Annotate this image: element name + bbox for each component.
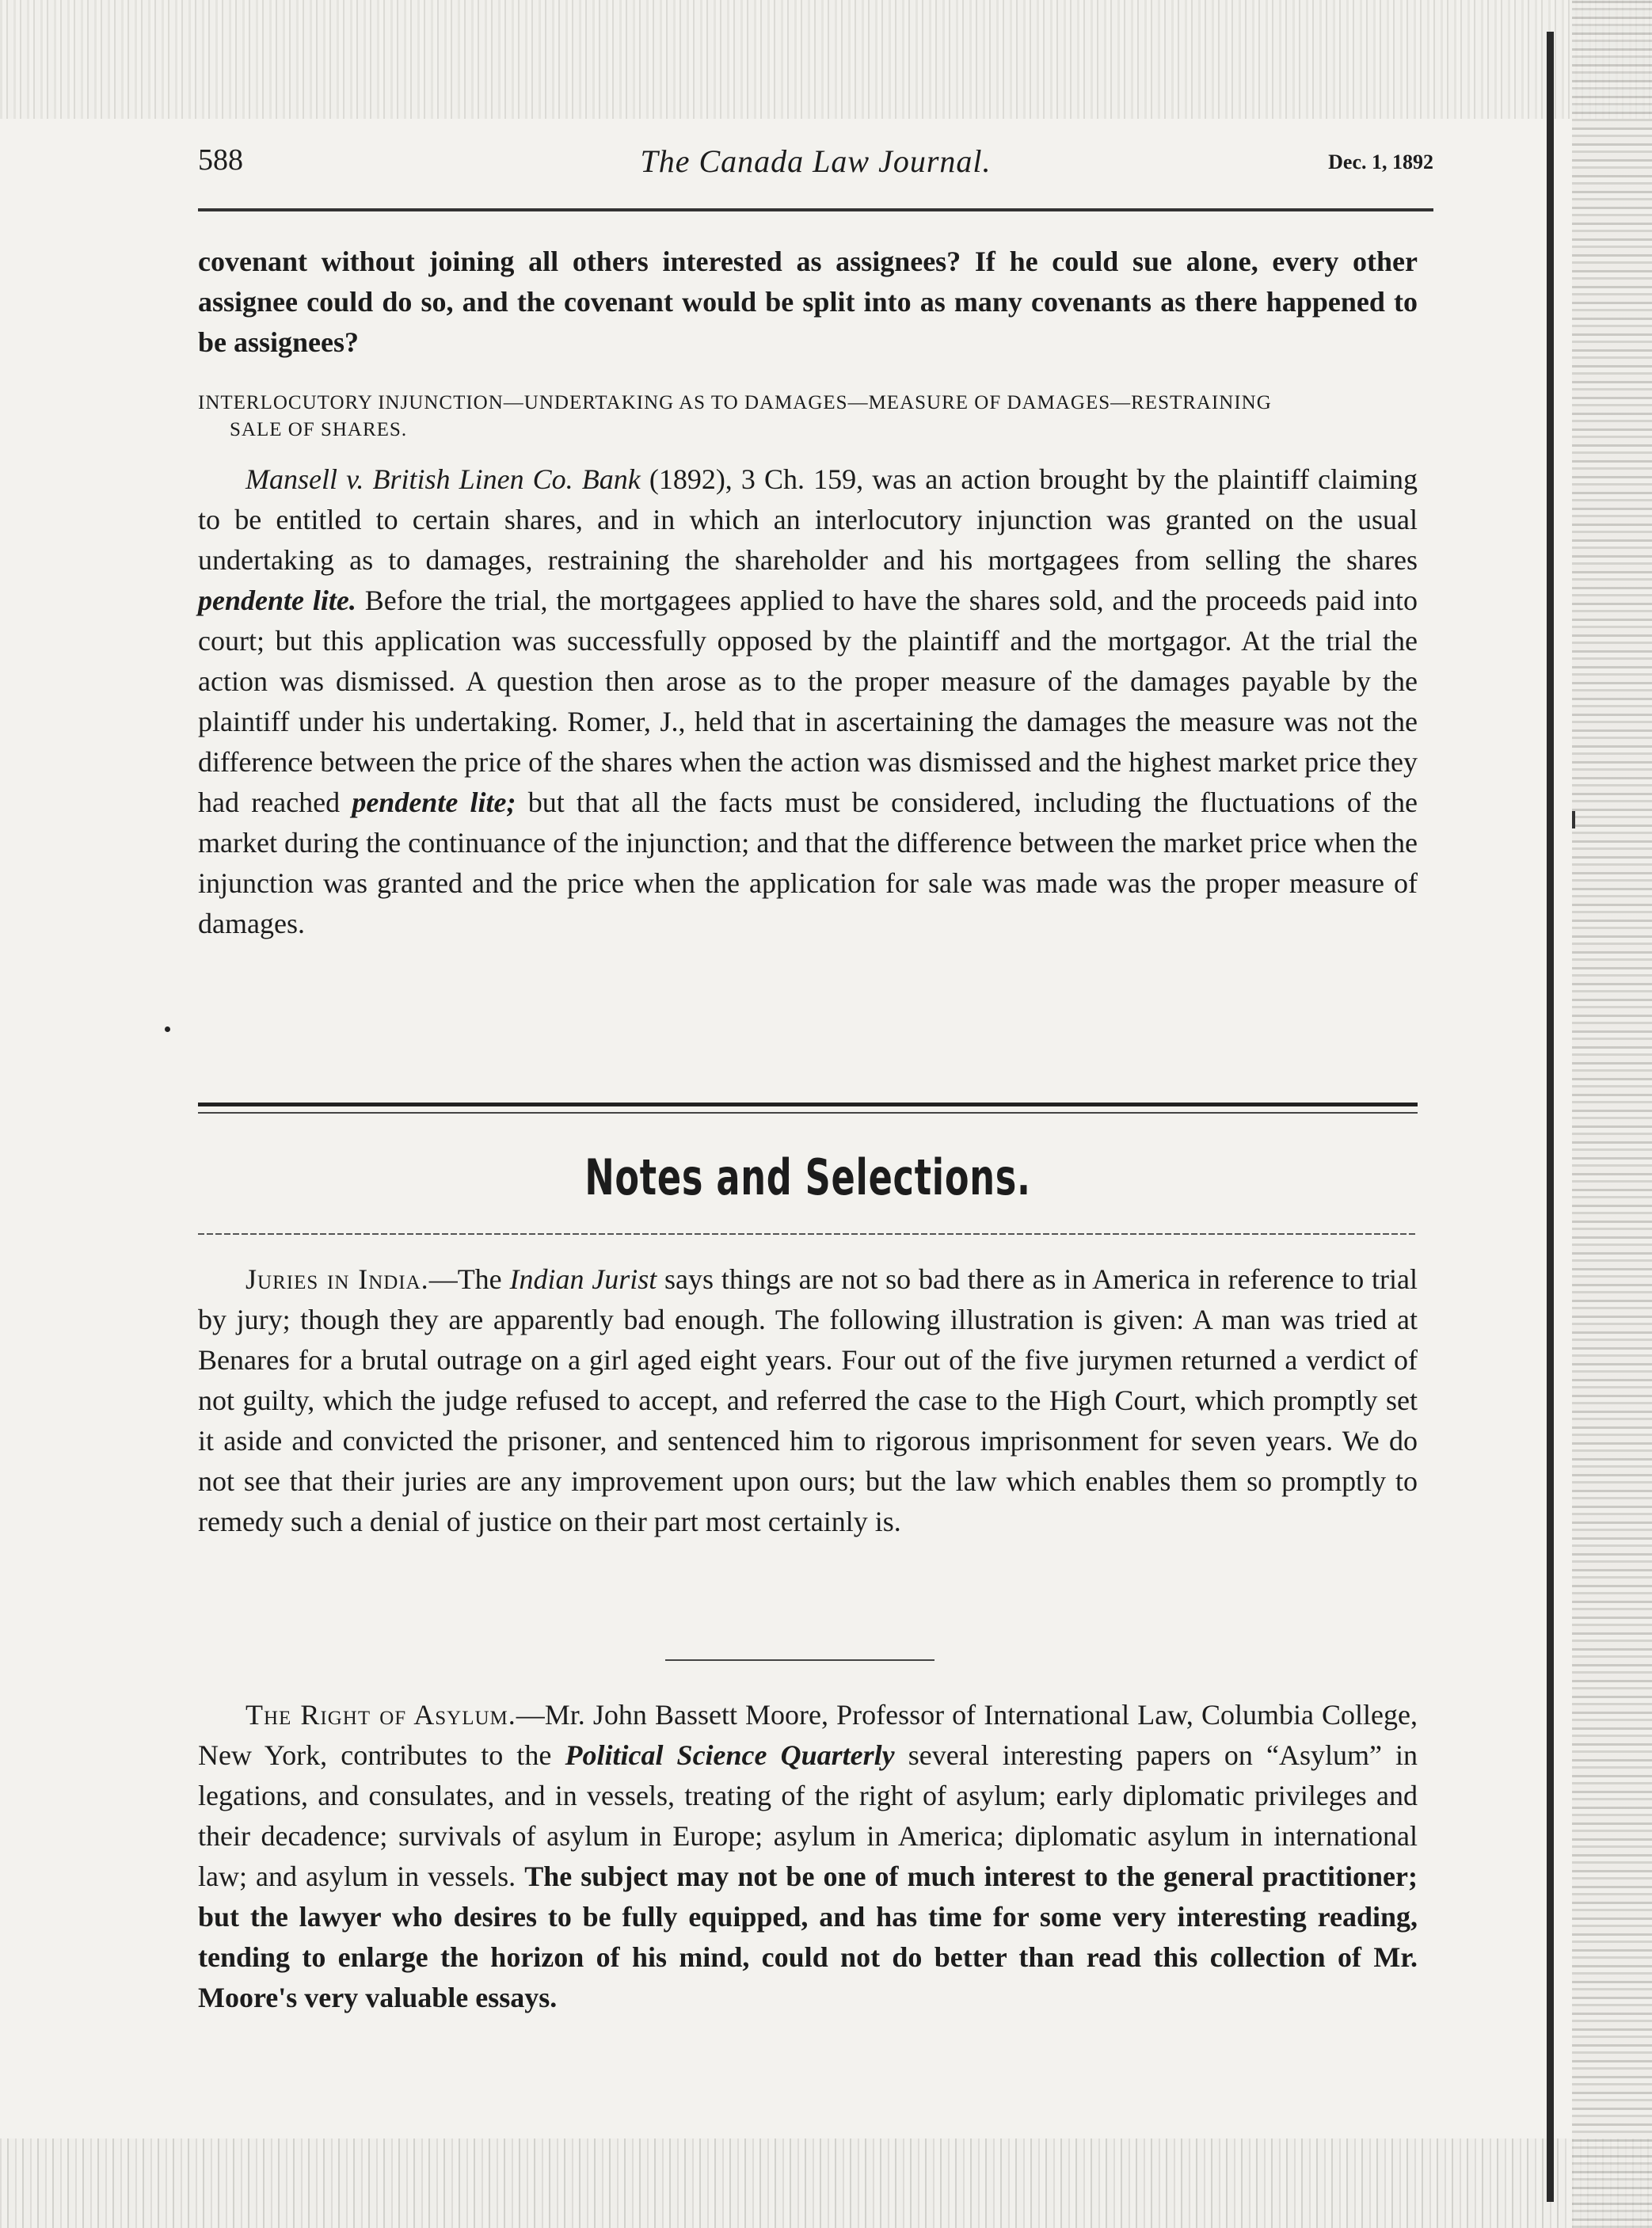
scan-noise-bottom [0, 2138, 1652, 2228]
journal-title: The Canada Law Journal. [640, 143, 992, 179]
section-rule-thick [198, 1103, 1418, 1106]
asylum-heading: The Right of Asylum. [246, 1699, 516, 1731]
article-separator-rule [665, 1659, 934, 1661]
header-rule [198, 208, 1433, 211]
section-title-rule [198, 1233, 1418, 1235]
case-heading-line1: INTERLOCUTORY INJUNCTION—UNDERTAKING AS TO DAMAGES—MEASURE OF DAMAGES—RESTRAINING [198, 392, 1272, 413]
pendente-lite-1: pendente lite. [198, 585, 356, 616]
page-spine-shadow [1547, 32, 1554, 2202]
paragraph-juries [198, 1259, 1418, 1542]
paragraph-covenant: covenant without joining all others interested as assignees? If he could sue alone, every other assignee could do so, and the covenant would be split into as many covenants as there happened to be assignees? [198, 246, 1418, 358]
juries-text-b: says things are not so bad there as in America in reference to trial by jury; though they are apparently bad enough. The following illustration is given: A man was tried at Benares for a brutal outrage on a girl aged eight years. Four out of the five jurymen returned a verdict of not guilty, which the judge refused to accept, and referred the case to the High Court, which promptly set it aside and convicted the prisoner, and sentenced him to rigorous imprisonment for seven years. We do not see that their juries are any improvement upon ours; but the law which enables them so promptly to remedy such a denial of justice on their part most certainly is. [198, 1263, 1418, 1537]
asylum-text-c: The subject may not be one of much interest to the general practitioner; but the lawyer who desires to be fully equipped, and has time for some very interesting reading, tending to enlarge the horizon of his mind, could not do better than read this collection of Mr. Moore's very valuable essays. [198, 1860, 1418, 2013]
margin-dot [165, 1026, 170, 1032]
margin-mark [1572, 811, 1575, 828]
section-title: Notes and Selections. [584, 1148, 1031, 1206]
header-date: Dec. 1, 1892 [1328, 150, 1433, 173]
scan-noise-top [0, 0, 1652, 119]
juries-heading: Juries in India. [246, 1263, 429, 1295]
scan-noise-right [1572, 0, 1652, 2228]
paragraph-mansell-text-b: Before the trial, the mortgagees applied to have the shares sold, and the proceeds paid into court; but this application was successfully opposed by the plaintiff and the mortgagor. At the trial the action was dismissed. A question then arose as to the proper measure of the damages payable by the plaintiff under his undertaking. Romer, J., held that in ascertaining the damages the measure was not the difference between the price of the shares when the action was dismissed and the highest market price they had reached [198, 585, 1418, 818]
paragraph-asylum [198, 1695, 1418, 2018]
case-name: Mansell v. British Linen Co. Bank [246, 463, 641, 495]
page-number: 588 [198, 143, 243, 177]
case-heading-line2: SALE OF SHARES. [230, 419, 408, 440]
section-rule-thin [198, 1112, 1418, 1114]
pendente-lite-2: pendente lite; [352, 786, 516, 818]
asylum-text-a: —Mr. John Bassett Moore, Professor of International Law, Columbia College, New York, contributes to the [198, 1699, 1418, 1771]
political-science-quarterly: Political Science Quarterly [565, 1739, 895, 1771]
case-heading [198, 390, 1418, 444]
asylum-text-b: several interesting papers on “Asylum” in legations, and consulates, and in vessels, treating of the right of asylum; early diplomatic privileges and their decadence; survivals of asylum in Europe; asylum in America; diplomatic asylum in international law; and asylum in vessels. [198, 1739, 1418, 1892]
indian-jurist: Indian Jurist [509, 1263, 657, 1295]
page-header [198, 143, 1433, 198]
case-citation: (1892), 3 Ch. 159, [649, 463, 864, 495]
paragraph-mansell [198, 459, 1418, 944]
paragraph-mansell-text-a: was an action brought by the plaintiff claiming to be entitled to certain shares, and in which an interlocutory injunction was granted on the usual undertaking as to damages, restraining the shareholder and his mortgagees from selling the shares [198, 463, 1418, 576]
paragraph-mansell-text-c: but that all the facts must be considered, including the fluctuations of the market during the continuance of the injunction; and that the difference between the market price when the injunction was granted and the price when the application for sale was made was the proper measure of damages. [198, 786, 1418, 939]
juries-text-a: —The [428, 1263, 502, 1295]
